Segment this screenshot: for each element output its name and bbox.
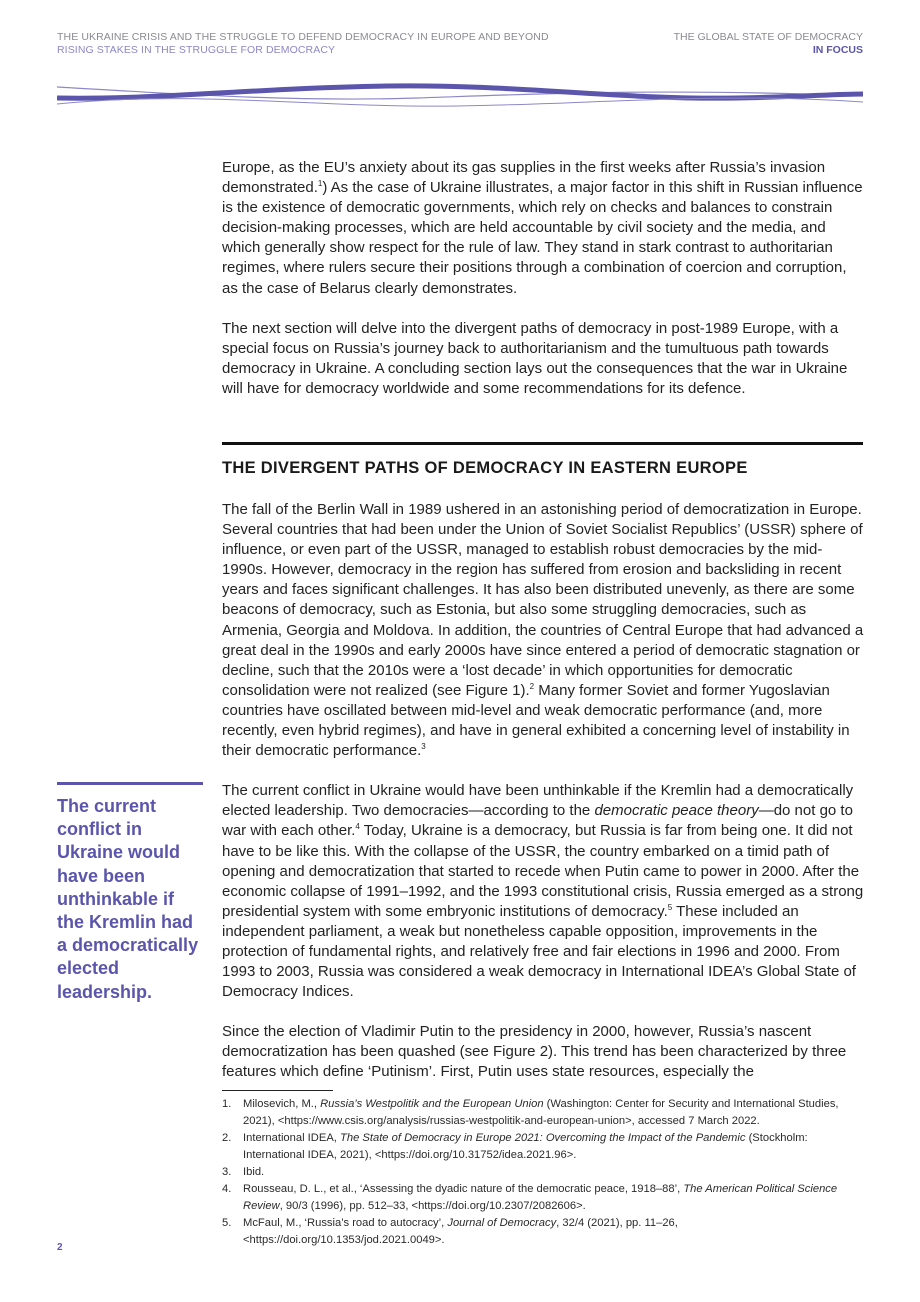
section-paragraph-2: The current conflict in Ukraine would have been unthinkable if the Kremlin had a democratically elected leadership. Two democracies—according to the democratic peace theory—do not go to war with each other.$^4$ Today, Ukraine is a democracy, but Russia is far from being one. It did not have to be like this. With the collapse of the USSR, the country embarked on a timid path of opening and democratization that started to recede when Putin came to power in 2000. After the economic collapse of 1991–1992, and the 1993 constitutional crisis, Russia emerged as a strong presidential system with some embryonic institutions of democracy.$^5$ These included an independent parliament, a weak but nonetheless capable opposition, improvements in the protection of fundamental rights, and relatively free and fair elections in 1996 and 2000. From 1993 to 2003, Russia was considered a weak democracy in International IDEA’s Global State of Democracy Indices. <box>222 782 864 1001</box>
decorative-wave <box>57 80 863 114</box>
footnote-text: International IDEA, <box>243 1132 341 1144</box>
footnote-text: (Washington: Center for Security and International Studies, 2021), <https://www.csis.org/analysis/russias-westpolitik-and-european-union>, accessed 7 March 2022. <box>243 1098 839 1127</box>
series-subtitle: IN FOCUS <box>812 44 863 56</box>
section-divider <box>222 442 863 445</box>
footnote-text: Milosevich, M., <box>243 1098 321 1110</box>
section-heading: THE DIVERGENT PATHS OF DEMOCRACY IN EASTERN EUROPE <box>222 459 748 477</box>
section-paragraph-3: Since the election of Vladimir Putin to the presidency in 2000, however, Russia’s nascent democratization has been quashed (see Figure 2). This trend has been characterized by three features which define ‘Putinism’. First, Putin uses state resources, especially the <box>222 1023 847 1081</box>
footnote-ref[interactable]: 5 <box>667 902 673 912</box>
footnote-number: 4. <box>222 1183 232 1195</box>
footnote-item <box>222 1164 864 1181</box>
section-text <box>222 500 864 1083</box>
footnote-ref[interactable]: 3 <box>421 742 426 752</box>
footnote-ref[interactable]: 4 <box>355 822 360 832</box>
intro-paragraph-2: The next section will delve into the divergent paths of democracy in post-1989 Europe, with a special focus on Russia’s journey back to authoritarianism and the tumultuous path towards democracy in Ukraine. A concluding section lays out the consequences that the war in Ukraine will have for democracy worldwide and some recommendations for its defence. <box>222 319 848 397</box>
running-header-left <box>57 31 549 57</box>
footnote-item <box>222 1181 864 1215</box>
footnote-number: 1. <box>222 1098 232 1110</box>
footnote-text: McFaul, M., ‘Russia’s road to autocracy’, <box>243 1217 448 1229</box>
footnote-item <box>222 1130 864 1164</box>
footnote-publication: The State of Democracy in Europe 2021: Overcoming the Impact of the Pandemic <box>340 1132 746 1144</box>
footnote-number: 2. <box>222 1132 232 1144</box>
footnote-text: , 90/3 (1996), pp. 512–33, <https://doi.org/10.2307/2082606>. <box>279 1200 586 1212</box>
intro-paragraph-1: Europe, as the EU’s anxiety about its gas supplies in the first weeks after Russia’s invasion demonstrated.$^1$) As the case of Ukraine illustrates, a major factor in this shift in Russian influence is the existence of democratic governments, which rely on checks and balances to constrain decision-making processes, which are held accountable by civil society and the media, and which generally show respect for the rule of law. They stand in stark contrast to authoritarian regimes, where rulers secure their positions through a combination of coercion and corruption, as the case of Belarus clearly demonstrates. <box>222 159 863 297</box>
footnote-rule <box>222 1090 333 1091</box>
report-title: THE UKRAINE CRISIS AND THE STRUGGLE TO DEFEND DEMOCRACY IN EUROPE AND BEYOND <box>57 31 549 43</box>
footnote-text: Rousseau, D. L., et al., ‘Assessing the dyadic nature of the democratic peace, 1918–88’, <box>243 1183 684 1195</box>
footnote-item <box>222 1096 864 1130</box>
running-header-right <box>674 31 863 57</box>
pull-quote-rule <box>57 782 203 785</box>
footnote-text: Ibid. <box>243 1166 265 1178</box>
page-number: 2 <box>57 1242 63 1253</box>
footnote-publication: Russia’s Westpolitik and the European Union <box>320 1098 544 1110</box>
footnote-ref[interactable]: 1 <box>317 179 323 189</box>
footnote-ref[interactable]: 2 <box>529 681 535 691</box>
footnote-text: (Stockholm: International IDEA, 2021), <https://doi.org/10.31752/idea.2021.96>. <box>243 1132 808 1161</box>
intro-text <box>222 158 864 399</box>
pull-quote: The current conflict in Ukraine would have been unthinkable if the Kremlin had a democratically elected leadership. <box>57 796 199 1002</box>
series-title: THE GLOBAL STATE OF DEMOCRACY <box>673 31 863 43</box>
chapter-title: RISING STAKES IN THE STRUGGLE FOR DEMOCRACY <box>57 44 336 56</box>
footnote-number: 5. <box>222 1217 232 1229</box>
footnote-publication: Journal of Democracy <box>447 1217 557 1229</box>
footnotes-list <box>222 1096 864 1249</box>
footnote-item <box>222 1215 864 1249</box>
footnote-publication: The American Political Science Review <box>243 1183 838 1212</box>
section-paragraph-1: The fall of the Berlin Wall in 1989 ushered in an astonishing period of democratization in Europe. Several countries that had been under the Union of Soviet Socialist Republics’ (USSR) sphere of influence, or even part of the USSR, managed to establish robust democracies by the mid-1990s. However, democracy in the region has suffered from erosion and backsliding in recent years and faces significant challenges. It has also been distributed unevenly, as there are some beacons of democracy, such as Estonia, but also some struggling democracies, such as Armenia, Georgia and Moldova. In addition, the countries of Central Europe that had advanced a great deal in the 1990s and early 2000s have since entered a period of democratic stagnation or decline, such that the 2010s were a ‘lost decade’ in which opportunities for democratic consolidation were not realized (see Figure 1).$^2$ Many former Soviet and former Yugoslavian countries have oscillated between mid-level and weak democratic performance (and, more recently, even hybrid regimes), and have in general exhibited a concerning level of instability in their democratic performance.$^3$ <box>222 501 864 760</box>
footnote-text: , 32/4 (2021), pp. 11–26, <https://doi.org/10.1353/jod.2021.0049>. <box>243 1217 678 1246</box>
footnote-number: 3. <box>222 1166 232 1178</box>
